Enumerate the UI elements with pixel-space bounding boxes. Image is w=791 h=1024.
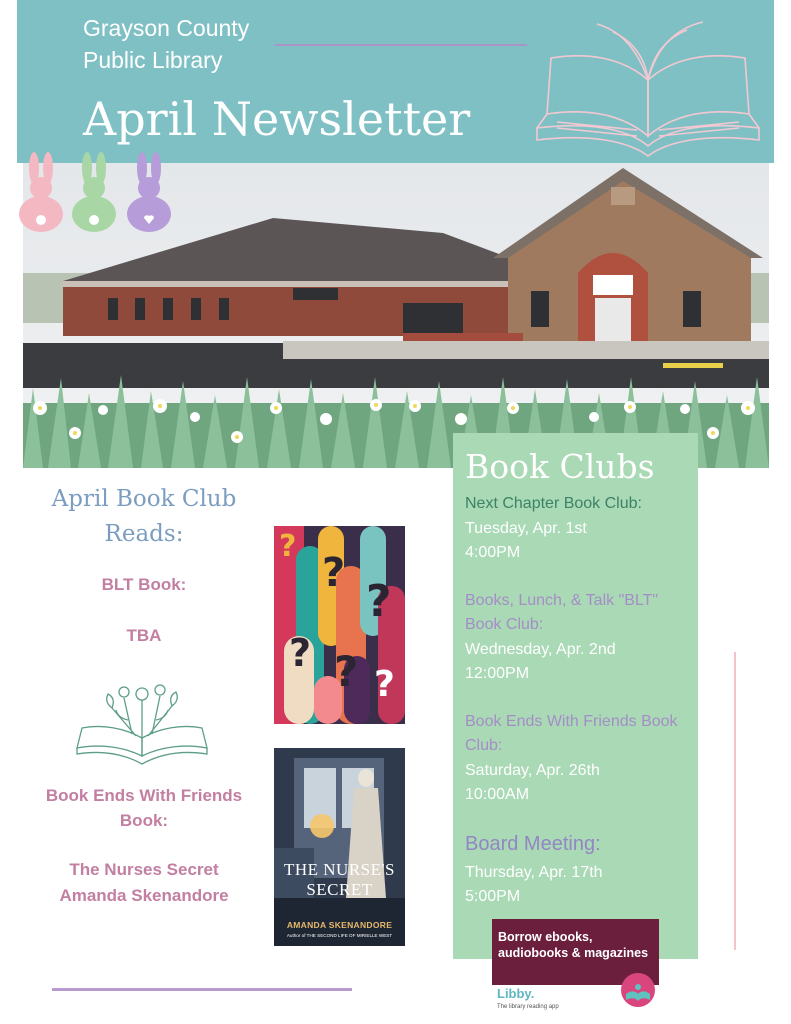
side-divider xyxy=(734,652,736,950)
library-name: Grayson County Public Library xyxy=(83,15,250,73)
club-3-day: Saturday, Apr. 26th xyxy=(465,762,600,779)
libby-headline: Borrow ebooks, audiobooks & magazines xyxy=(498,930,649,960)
board-meeting-heading: Board Meeting: xyxy=(465,833,601,855)
libby-tagline: The library reading app xyxy=(497,1004,559,1010)
club-1-name: Next Chapter Book Club: xyxy=(465,495,642,512)
question-mark-book-cover xyxy=(274,526,405,724)
bookends-book-label: Book Ends With Friends Book: xyxy=(45,786,243,830)
club-1-day: Tuesday, Apr. 1st xyxy=(465,520,587,537)
club-2-name: Books, Lunch, & Talk "BLT" Book Club: xyxy=(465,592,659,633)
svg-text:?: ? xyxy=(322,550,346,596)
book-club-reads-heading: April Book Club Reads: xyxy=(51,486,237,547)
svg-text:?: ? xyxy=(334,647,359,696)
club-1-time: 4:00PM xyxy=(465,544,521,561)
svg-text:?: ? xyxy=(279,529,297,564)
header-divider xyxy=(275,44,527,46)
blt-book-value: TBA xyxy=(126,626,162,645)
nurses-secret-cover-tagline: Author of THE SECOND LIFE OF MIRIELLE WEST xyxy=(286,933,393,938)
footer-divider xyxy=(52,988,352,991)
nurses-secret-cover-title: THE NURSE'S SECRET xyxy=(283,860,396,899)
club-3-time: 10:00AM xyxy=(465,786,530,803)
bookends-book-author: Amanda Skenandore xyxy=(59,886,229,905)
nurses-secret-cover-author: AMANDA SKENANDORE xyxy=(286,920,393,930)
newsletter-header xyxy=(17,0,774,163)
book-clubs-panel xyxy=(453,433,698,959)
svg-text:?: ? xyxy=(289,631,312,675)
club-3-name: Book Ends With Friends Book Club: xyxy=(465,713,678,754)
libby-logo-icon xyxy=(620,972,656,1008)
open-book-outline-icon xyxy=(527,18,769,160)
book-clubs-heading: Book Clubs xyxy=(465,447,655,486)
flower-book-icon xyxy=(72,680,212,766)
board-meeting-day: Thursday, Apr. 17th xyxy=(465,864,603,881)
libby-brand: Libby. xyxy=(497,986,535,1001)
club-2-time: 12:00PM xyxy=(465,665,530,682)
blt-book-label: BLT Book: xyxy=(101,575,187,594)
easter-bunny-icon xyxy=(16,150,178,234)
board-meeting-time: 5:00PM xyxy=(465,888,521,905)
newsletter-title: April Newsletter xyxy=(83,92,471,146)
svg-text:?: ? xyxy=(366,576,392,627)
club-2-day: Wednesday, Apr. 2nd xyxy=(465,641,616,658)
bookends-book-title: The Nurses Secret xyxy=(69,860,219,879)
svg-text:?: ? xyxy=(374,664,395,705)
nurses-secret-book-cover xyxy=(274,748,405,946)
